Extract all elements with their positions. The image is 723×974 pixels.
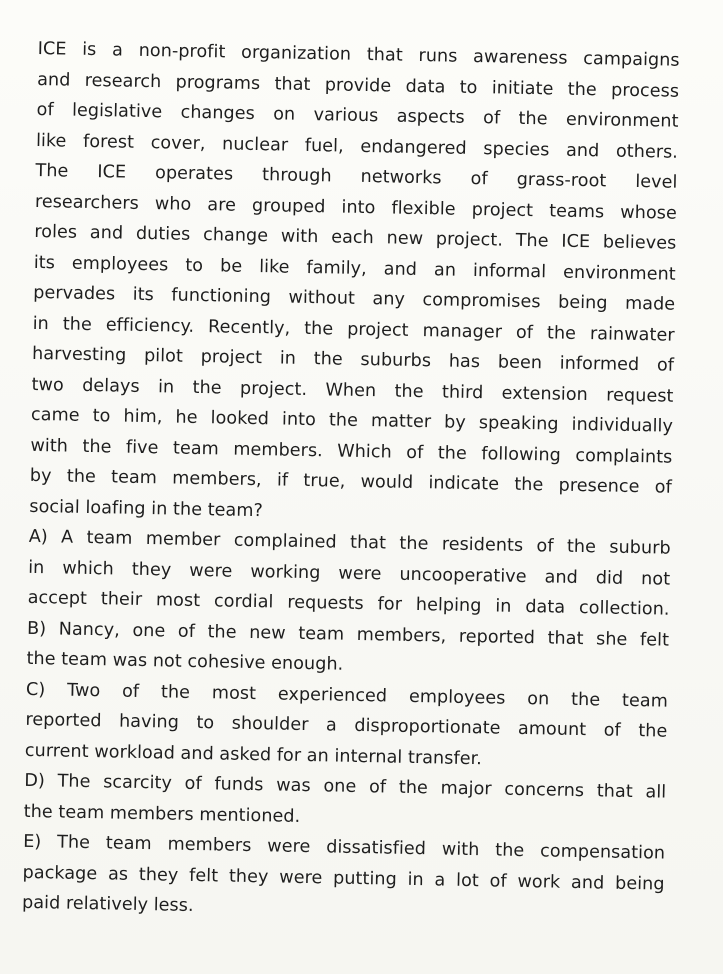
option-b-line: the team was not cohesive enough. <box>26 648 344 675</box>
question-line: harvesting pilot project in the suburbs has been informed of <box>31 343 675 376</box>
question-line: came to him, he looked into the matter by speaking individually <box>30 404 674 437</box>
question-stem <box>29 34 680 534</box>
question-line: in the efficiency. Recently, the project manager of the rainwater <box>32 313 675 346</box>
option-e <box>22 827 666 930</box>
question-line: of legislative changes on various aspects of the environment <box>36 99 679 132</box>
question-line: with the five team members. Which of the following complaints <box>30 435 673 468</box>
option-c <box>25 674 669 777</box>
option-e-line: paid relatively less. <box>21 892 194 916</box>
question-line: The ICE operates through networks of grass-root level <box>35 160 678 193</box>
option-b-line: B) Nancy, one of the new team members, reported that she felt <box>26 618 670 651</box>
option-a-line: in which they were working were uncooperative and did not <box>28 557 671 590</box>
option-a <box>27 522 671 625</box>
option-c-line: C) Two of the most experienced employees on the team <box>25 679 669 712</box>
question-line: social loafing in the team? <box>29 496 264 521</box>
question-line: ICE is a non-profit organization that runs awareness campaigns <box>37 38 680 71</box>
option-a-line: A) A team member complained that the residents of the suburb <box>28 526 671 559</box>
option-b <box>26 613 669 686</box>
question-line: like forest cover, nuclear fuel, endangered species and others. <box>35 130 679 163</box>
option-d-line: the team members mentioned. <box>23 801 301 827</box>
question-line: two delays in the project. When the third extension request <box>31 374 674 407</box>
question-line: roles and duties change with each new project. The ICE believes <box>34 221 677 254</box>
document-text <box>22 34 680 930</box>
question-line: and research programs that provide data to initiate the process <box>36 69 680 102</box>
question-line: pervades its functioning without any compromises being made <box>33 282 676 315</box>
option-d-line: D) The scarcity of funds was one of the major concerns that all <box>24 770 667 803</box>
question-line: by the team members, if true, would indicate the presence of <box>29 465 672 498</box>
option-e-line: E) The team members were dissatisfied with the compensation <box>23 831 666 864</box>
option-c-line: current workload and asked for an internal transfer. <box>24 740 483 769</box>
option-a-line: accept their most cordial requests for helping in data collection. <box>27 587 670 620</box>
question-line: its employees to be like family, and an informal environment <box>33 252 676 285</box>
option-e-line: package as they felt they were putting in a lot of work and being <box>22 862 665 895</box>
option-c-line: reported having to shoulder a disproportionate amount of the <box>25 709 668 742</box>
question-line: researchers who are grouped into flexible project teams whose <box>34 191 678 224</box>
